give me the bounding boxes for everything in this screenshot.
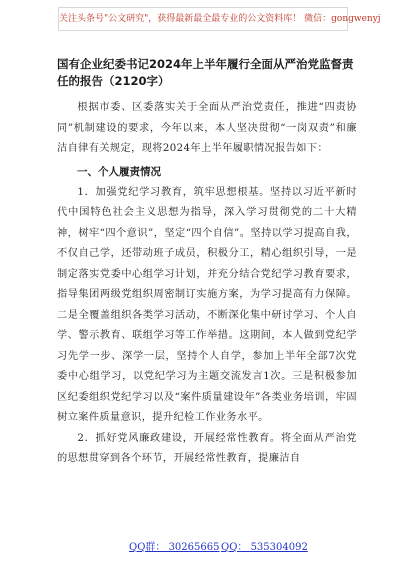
paragraph-2: 2．抓好党风廉政建设，开展经常性教育。将全面从严治党的思想贯穿到各个环节，开展经常性教育，提廉洁自 [57,432,357,464]
document-body [57,56,357,470]
section-heading: 一、个人履责情况 [77,165,161,178]
qq-group-link[interactable]: QQ群： 30265665 [129,542,220,553]
paragraph-1: 1．加强党纪学习教育，筑牢思想根基。坚持以习近平新时代中国特色社会主义思想为指导，深入学习贯彻党的二十大精神，树牢“四个意识”，坚定“四个自信”。坚持以学习提高自我，不仅自己学，还带动班子成员，积极分工，精心组织引导，一是制定落实党委中心组学习计划，并充分结合党纪学习教育要求，指导集团两级党组织周密制订实施方案，为学习提高有力保障。二是全覆盖组织各类学习活动，不断深化集中研讨学习、个人自学、警示教育、联组学习等工作举措。这期间，本人做到党纪学习先学一步、深学一层，坚持个人自学，参加上半年全部7次党委中心组学习，以党纪学习为主题交流发言1次。三是积极参加区纪委组织党纪学习以及“案件质量建设年”各类业务培训，牢固树立案件质量意识，提升纪检工作业务水平。 [57,186,357,423]
qq-contact-link[interactable]: QQ： 535304092 [221,542,308,553]
document-title: 国有企业纪委书记2024年上半年履行全面从严治党监督责任的报告（2120字） [57,57,354,88]
intro-paragraph: 根据市委、区委落实关于全面从严治党责任，推进“四责协同”机制建设的要求，今年以来，本人坚决贯彻“一岗双责”和廉洁自律有关规定，现将2024年上半年履职情况报告如下： [57,102,357,154]
header-banner: 关注头条号"公文研究"，获得最新最全最专业的公文资料库！ 微信：gongwenyj [58,7,348,31]
